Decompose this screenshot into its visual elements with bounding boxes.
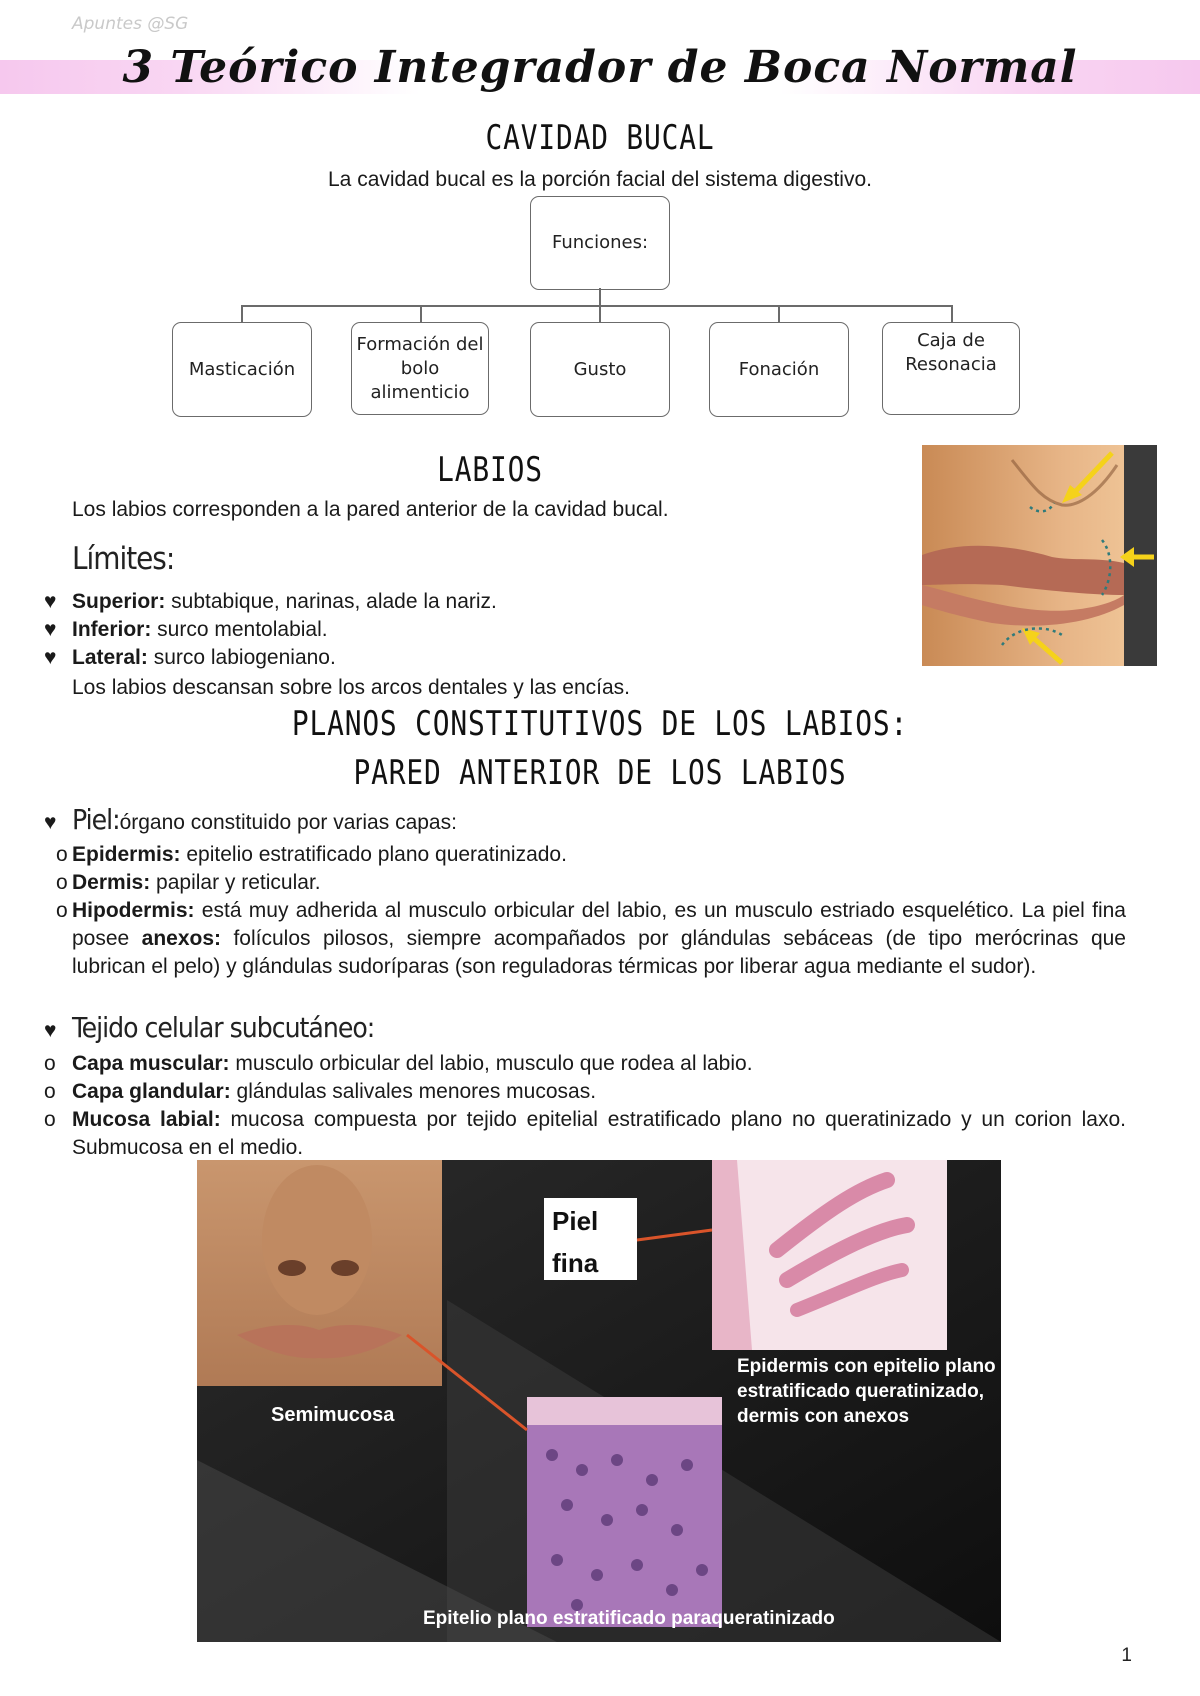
section-subheading-pared: PARED ANTERIOR DE LOS LABIOS bbox=[353, 753, 847, 793]
diagram-connector bbox=[599, 305, 601, 323]
labios-intro: Los labios corresponden a la pared anterior de la cavidad bucal. bbox=[72, 498, 669, 521]
watermark: Apuntes @SG bbox=[72, 14, 189, 34]
anexos-label: anexos: bbox=[141, 927, 222, 950]
piel-line bbox=[44, 803, 1134, 837]
heart-bullet-icon: ♥ bbox=[44, 590, 57, 613]
limite-text: surco mentolabial. bbox=[151, 618, 328, 641]
limite-label: Superior: bbox=[72, 590, 166, 613]
layer-text: está muy adherida al musculo orbicular del labio, es un musculo estriado esquelético. La piel fina posee bbox=[72, 899, 1126, 950]
layer-label: Epidermis: bbox=[72, 843, 181, 866]
piel-layers-list bbox=[56, 841, 1126, 981]
limite-label: Lateral: bbox=[72, 646, 148, 669]
figure-label-piel-fina: Piel fina bbox=[552, 1206, 599, 1278]
section-heading-cavidad: CAVIDAD BUCAL bbox=[485, 118, 715, 158]
heart-bullet-icon: ♥ bbox=[44, 618, 57, 641]
labios-descansan: Los labios descansan sobre los arcos dentales y las encías. bbox=[72, 676, 630, 699]
tejido-list bbox=[44, 1050, 1126, 1162]
list-item bbox=[44, 616, 864, 644]
section-heading-labios: LABIOS bbox=[437, 450, 543, 490]
circle-bullet-icon: o bbox=[56, 871, 68, 894]
diagram-child-box: Masticación bbox=[172, 322, 312, 417]
circle-bullet-icon: o bbox=[44, 1052, 56, 1075]
page-number: 1 bbox=[1121, 1645, 1132, 1666]
page-title: 3 Teórico Integrador de Boca Normal bbox=[122, 42, 1078, 93]
limite-label: Inferior: bbox=[72, 618, 152, 641]
diagram-child-box: Caja de Resonacia bbox=[882, 322, 1020, 415]
list-item bbox=[44, 1078, 1126, 1106]
anexos-text: folículos pilosos, siempre acompañados por glándulas sebáceas (de tipo merócrinas que lubrican el pelo) y glándulas sudoríparas (son reguladoras térmicas por liberar agua mediante el sudor). bbox=[72, 927, 1126, 978]
tejido-line bbox=[44, 1011, 374, 1045]
limite-text: surco labiogeniano. bbox=[147, 646, 336, 669]
limites-list bbox=[44, 588, 864, 672]
lips-photo bbox=[922, 445, 1157, 666]
tejido-label: Tejido celular subcutáneo: bbox=[72, 1011, 375, 1044]
list-item bbox=[44, 1050, 1126, 1078]
list-item bbox=[56, 841, 1126, 869]
heart-bullet-icon: ♥ bbox=[44, 646, 57, 669]
diagram-child-box: Gusto bbox=[530, 322, 670, 417]
piel-label: Piel: bbox=[72, 803, 120, 836]
list-item bbox=[44, 1106, 1126, 1162]
tejido-item-label: Mucosa labial: bbox=[72, 1108, 221, 1131]
layer-label: Hipodermis: bbox=[72, 899, 195, 922]
diagram-child-box: Fonación bbox=[709, 322, 849, 417]
limites-label: Límites: bbox=[72, 541, 175, 577]
section-heading-planos: PLANOS CONSTITUTIVOS DE LOS LABIOS: bbox=[291, 704, 909, 744]
figure-label-epidermis: Epidermis con epitelio plano estratificado queratinizado, dermis con anexos bbox=[737, 1356, 996, 1427]
list-item bbox=[56, 897, 1126, 981]
heart-bullet-icon: ♥ bbox=[44, 1019, 57, 1042]
diagram-connector bbox=[778, 305, 780, 323]
list-item bbox=[44, 588, 864, 616]
limite-text: subtabique, narinas, alade la nariz. bbox=[165, 590, 497, 613]
layer-label: Dermis: bbox=[72, 871, 151, 894]
circle-bullet-icon: o bbox=[56, 843, 68, 866]
tejido-item-text: mucosa compuesta por tejido epitelial estratificado plano no queratinizado y un corion laxo. Submucosa en el medio. bbox=[72, 1108, 1126, 1159]
diagram-connector bbox=[241, 305, 243, 323]
circle-bullet-icon: o bbox=[56, 899, 68, 922]
diagram-connector bbox=[420, 305, 422, 323]
figure-label-epitelio: Epitelio plano estratificado paraqueratinizado bbox=[423, 1608, 835, 1629]
tejido-item-text: musculo orbicular del labio, musculo que rodea al labio. bbox=[229, 1052, 753, 1075]
circle-bullet-icon: o bbox=[44, 1108, 56, 1131]
diagram-connector bbox=[951, 305, 953, 323]
diagram-child-box: Formación del bolo alimenticio bbox=[351, 322, 489, 415]
diagram-root-box: Funciones: bbox=[530, 196, 670, 290]
list-item bbox=[44, 644, 864, 672]
layer-text: papilar y reticular. bbox=[150, 871, 321, 894]
heart-bullet-icon: ♥ bbox=[44, 811, 57, 834]
cavidad-intro: La cavidad bucal es la porción facial del sistema digestivo. bbox=[328, 168, 872, 191]
circle-bullet-icon: o bbox=[44, 1080, 56, 1103]
layer-text: epitelio estratificado plano queratinizado. bbox=[180, 843, 567, 866]
list-item bbox=[56, 869, 1126, 897]
tejido-item-label: Capa glandular: bbox=[72, 1080, 231, 1103]
tejido-item-text: glándulas salivales menores mucosas. bbox=[230, 1080, 597, 1103]
piel-text: órgano constituido por varias capas: bbox=[119, 811, 457, 834]
diagram-connector bbox=[241, 305, 952, 307]
tejido-item-label: Capa muscular: bbox=[72, 1052, 230, 1075]
figure-label-semimucosa: Semimucosa bbox=[271, 1404, 395, 1426]
diagram-connector bbox=[599, 288, 601, 306]
histology-figure bbox=[197, 1160, 1001, 1642]
